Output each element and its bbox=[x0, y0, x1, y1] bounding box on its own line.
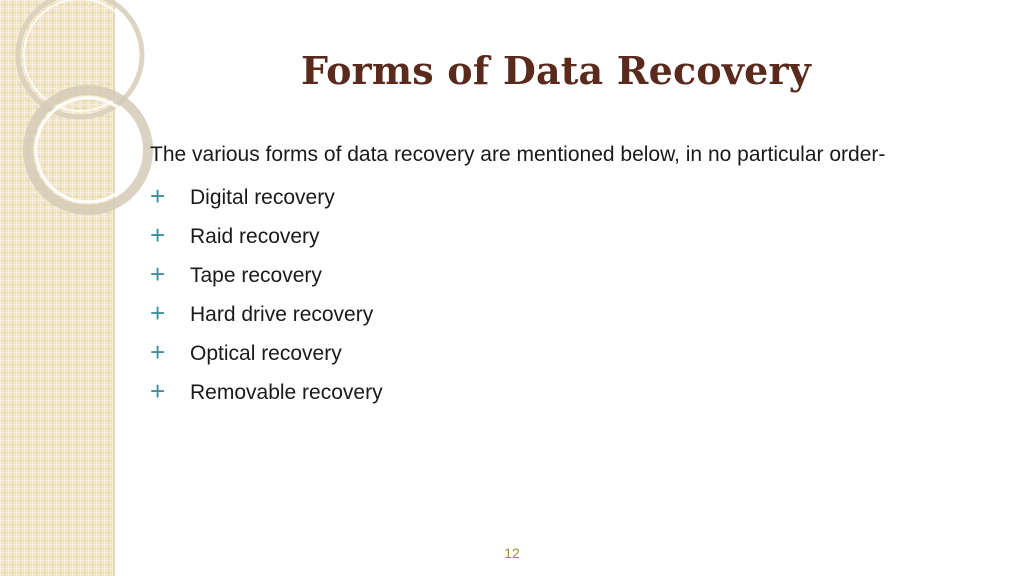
bullet-text: Raid recovery bbox=[190, 224, 320, 248]
plus-icon: + bbox=[150, 219, 166, 250]
slide-content bbox=[150, 140, 950, 412]
list-item bbox=[150, 373, 950, 412]
list-item bbox=[150, 256, 950, 295]
bullet-text: Hard drive recovery bbox=[190, 302, 374, 326]
plus-icon: + bbox=[150, 258, 166, 289]
plus-icon: + bbox=[150, 297, 166, 328]
slide-title: Forms of Data Recovery bbox=[301, 48, 811, 93]
list-item bbox=[150, 334, 950, 373]
list-item bbox=[150, 217, 950, 256]
plus-icon: + bbox=[150, 375, 166, 406]
intro-text: The various forms of data recovery are mentioned below, in no particular order- bbox=[150, 143, 886, 166]
plus-icon: + bbox=[150, 180, 166, 211]
page-number: 12 bbox=[504, 545, 520, 561]
bullet-text: Optical recovery bbox=[190, 341, 342, 365]
list-item bbox=[150, 178, 950, 217]
bullet-text: Removable recovery bbox=[190, 380, 383, 404]
bullet-list bbox=[150, 178, 950, 412]
plus-icon: + bbox=[150, 336, 166, 367]
bullet-text: Digital recovery bbox=[190, 185, 335, 209]
bullet-text: Tape recovery bbox=[190, 263, 322, 287]
list-item bbox=[150, 295, 950, 334]
